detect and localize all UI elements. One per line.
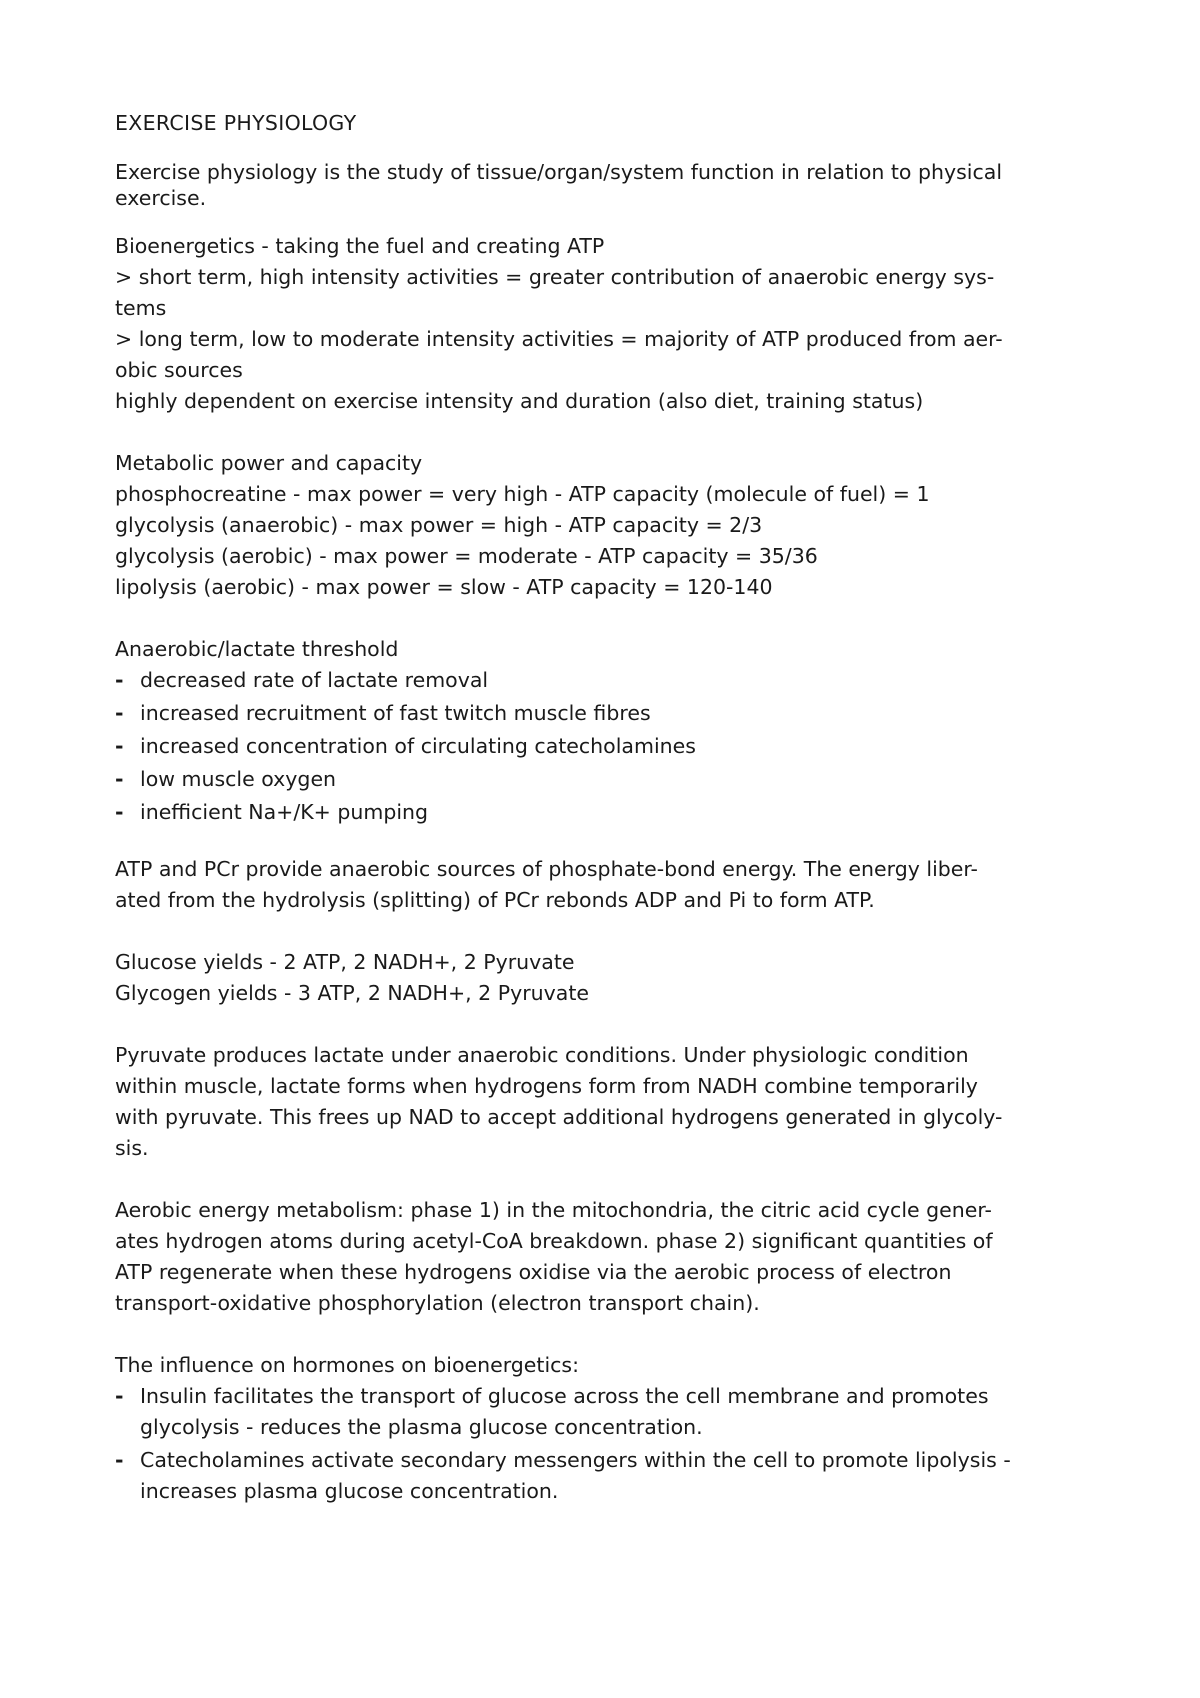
hormones-heading: The influence on hormones on bioenergetics: [115, 1353, 580, 1377]
paragraph-line: with pyruvate. This frees up NAD to accept additional hydrogens generated in glycoly- [115, 1105, 1003, 1129]
list-item: - increased concentration of circulating catecholamines [115, 731, 1105, 762]
paragraph-line: sis. [115, 1136, 149, 1160]
dash-bullet: - [115, 1448, 124, 1472]
document-page [115, 108, 1105, 1509]
dash-bullet: - [115, 668, 124, 692]
pyruvate-paragraph [115, 1040, 1105, 1164]
paragraph-line: ates hydrogen atoms during acetyl-CoA breakdown. phase 2) significant quantities of [115, 1229, 993, 1253]
paragraph-line: ATP regenerate when these hydrogens oxidise via the aerobic process of electron [115, 1260, 952, 1284]
bioenergetics-section [115, 231, 1105, 417]
list-item: - Insulin facilitates the transport of glucose across the cell membrane and promotes glycolysis - reduces the plasma glucose concentration. [115, 1381, 1105, 1443]
paragraph-line: Pyruvate produces lactate under anaerobic conditions. Under physiologic condition [115, 1043, 969, 1067]
metabolic-row: phosphocreatine - max power = very high - ATP capacity (molecule of fuel) = 1 [115, 482, 930, 506]
aerobic-paragraph [115, 1195, 1105, 1319]
hormones-section [115, 1350, 1105, 1507]
threshold-section [115, 634, 1105, 828]
dash-bullet: - [115, 734, 124, 758]
bioenergetics-line: > long term, low to moderate intensity activities = majority of ATP produced from aer- [115, 327, 1003, 351]
paragraph-line: within muscle, lactate forms when hydrogens form from NADH combine temporarily [115, 1074, 978, 1098]
threshold-list [115, 665, 1105, 828]
metabolic-row: lipolysis (aerobic) - max power = slow - ATP capacity = 120-140 [115, 575, 773, 599]
metabolic-section [115, 448, 1105, 603]
list-item: - inefficient Na+/K+ pumping [115, 797, 1105, 828]
paragraph-line: ATP and PCr provide anaerobic sources of phosphate-bond energy. The energy liber- [115, 857, 978, 881]
bioenergetics-line: obic sources [115, 358, 243, 382]
paragraph-line: transport-oxidative phosphorylation (electron transport chain). [115, 1291, 760, 1315]
dash-bullet: - [115, 800, 124, 824]
metabolic-heading: Metabolic power and capacity [115, 451, 423, 475]
metabolic-row: glycolysis (aerobic) - max power = moderate - ATP capacity = 35/36 [115, 544, 818, 568]
intro-line: exercise. [115, 186, 207, 210]
list-item: - decreased rate of lactate removal [115, 665, 1105, 696]
yields-section [115, 947, 1105, 1009]
dash-bullet: - [115, 1384, 124, 1408]
intro-paragraph [115, 159, 1105, 211]
bioenergetics-line: highly dependent on exercise intensity and duration (also diet, training status) [115, 389, 924, 413]
glycogen-yields: Glycogen yields - 3 ATP, 2 NADH+, 2 Pyruvate [115, 981, 589, 1005]
threshold-heading: Anaerobic/lactate threshold [115, 637, 399, 661]
intro-line: Exercise physiology is the study of tissue/organ/system function in relation to physical [115, 160, 1003, 184]
list-item: - increased recruitment of fast twitch muscle fibres [115, 698, 1105, 729]
bioenergetics-heading: Bioenergetics - taking the fuel and creating ATP [115, 234, 605, 258]
hormones-list [115, 1381, 1105, 1507]
list-item: - low muscle oxygen [115, 764, 1105, 795]
paragraph-line: ated from the hydrolysis (splitting) of PCr rebonds ADP and Pi to form ATP. [115, 888, 875, 912]
dash-bullet: - [115, 767, 124, 791]
glucose-yields: Glucose yields - 2 ATP, 2 NADH+, 2 Pyruvate [115, 950, 575, 974]
list-item: - Catecholamines activate secondary messengers within the cell to promote lipolysis - increases plasma glucose concentration. [115, 1445, 1105, 1507]
atp-pcr-paragraph [115, 854, 1105, 916]
bioenergetics-line: tems [115, 296, 167, 320]
dash-bullet: - [115, 701, 124, 725]
metabolic-row: glycolysis (anaerobic) - max power = high - ATP capacity = 2/3 [115, 513, 763, 537]
paragraph-line: Aerobic energy metabolism: phase 1) in the mitochondria, the citric acid cycle gener- [115, 1198, 992, 1222]
bioenergetics-line: > short term, high intensity activities = greater contribution of anaerobic energy sys- [115, 265, 995, 289]
document-title: EXERCISE PHYSIOLOGY [115, 111, 357, 135]
